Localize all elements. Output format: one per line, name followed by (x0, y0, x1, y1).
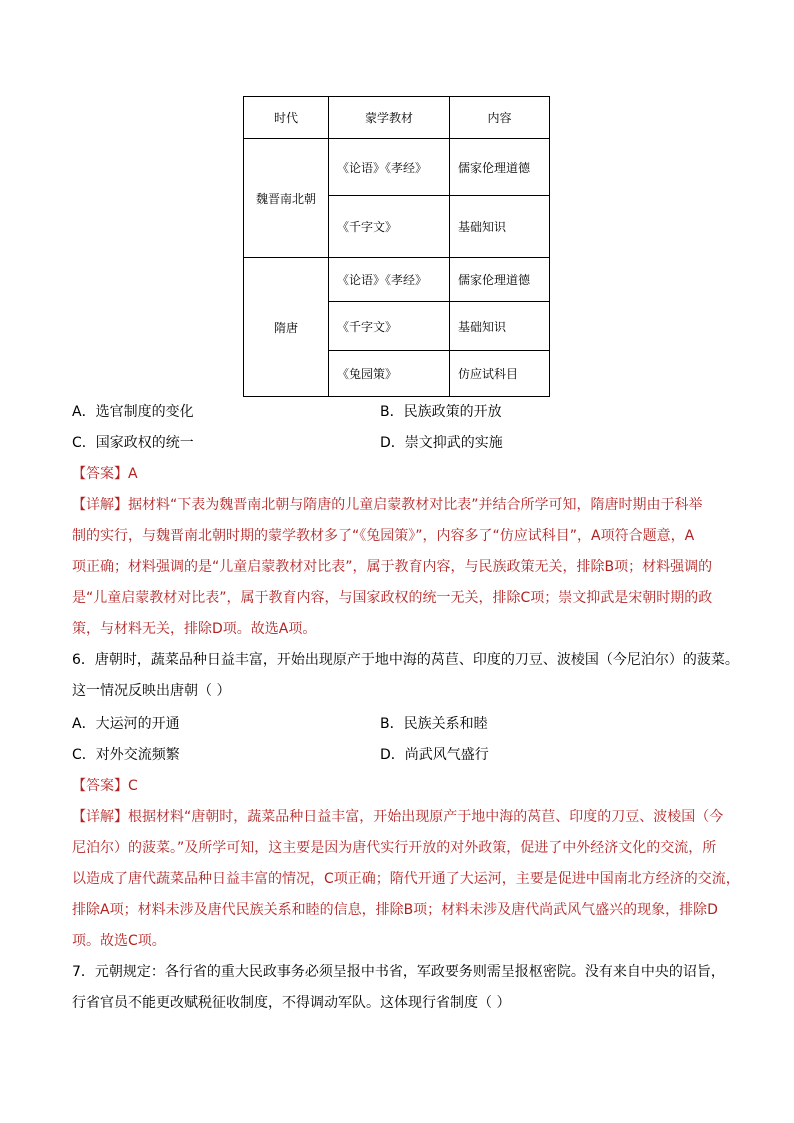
q6-detail-line (72, 807, 723, 827)
detail-text: 据材料“下表为魏晋南北朝与隋唐的儿童启蒙教材对比表”并结合所学可知，隋唐时期由于科举 (128, 497, 703, 513)
era-cell: 隋唐 (244, 258, 329, 397)
q6-detail-line: 以造成了唐代蔬菜品种日益丰富的情况，C项正确；隋代开通了大运河，主要是促进中国南北方经济的交流， (72, 871, 740, 887)
q6-option-b: B．民族关系和睦 (380, 716, 488, 732)
header-material: 蒙学教材 (329, 97, 450, 139)
content-cell: 仿应试科目 (450, 351, 550, 397)
q5-detail-line: 是“儿童启蒙教材对比表”，属于教育内容，与国家政权的统一无关，排除C项；崇文抑武是宋朝时期的政 (72, 590, 713, 606)
content-cell: 儒家伦理道德 (450, 258, 550, 302)
q5-option-c: C．国家政权的统一 (72, 435, 194, 451)
q6-option-c: C．对外交流频繁 (72, 747, 180, 763)
q6-stem: 6．唐朝时，蔬菜品种日益丰富，开始出现原产于地中海的莴苣、印度的刀豆、波棱国（今尼泊尔）的菠菜。 (72, 652, 739, 668)
material-cell: 《千字文》 (329, 302, 450, 351)
table-row (244, 258, 550, 302)
answer-label: 【答案】 (72, 778, 128, 794)
content-cell: 儒家伦理道德 (450, 139, 550, 196)
detail-label: 【详解】 (72, 497, 128, 513)
answer-label: 【答案】 (72, 466, 128, 482)
q5-answer (72, 464, 138, 484)
q5-detail-line: 制的实行，与魏晋南北朝时期的蒙学教材多了“《兔园策》”，内容多了“仿应试科目”，A项符合题意，A (72, 528, 695, 544)
q6-detail-line: 项。故选C项。 (72, 933, 166, 949)
answer-value: C (128, 778, 138, 794)
table-row (244, 139, 550, 196)
table-header-row (244, 97, 550, 139)
material-cell: 《论语》《孝经》 (329, 139, 450, 196)
content-cell: 基础知识 (450, 302, 550, 351)
q5-option-a: A．选官制度的变化 (72, 404, 194, 420)
answer-value: A (128, 466, 138, 482)
q6-detail-line: 尼泊尔）的菠菜。”及所学可知，这主要是因为唐代实行开放的对外政策，促进了中外经济文化的交流，所 (72, 840, 717, 856)
q5-detail-line: 项正确；材料强调的是“儿童启蒙教材对比表”，属于教育内容，与民族政策无关，排除B项；材料强调的 (72, 559, 713, 575)
textbook-comparison-table (243, 96, 550, 397)
material-cell: 《兔园策》 (329, 351, 450, 397)
material-cell: 《千字文》 (329, 196, 450, 258)
q5-option-b: B．民族政策的开放 (380, 404, 502, 420)
q6-option-a: A．大运河的开通 (72, 716, 180, 732)
content-cell: 基础知识 (450, 196, 550, 258)
detail-label: 【详解】 (72, 809, 128, 825)
q6-detail-line: 排除A项；材料未涉及唐代民族关系和睦的信息，排除B项；材料未涉及唐代尚武风气盛兴的现象，排除D (72, 902, 718, 918)
q5-option-d: D．崇文抑武的实施 (380, 435, 503, 451)
q5-detail-line (72, 495, 703, 515)
q6-option-d: D．尚武风气盛行 (380, 747, 489, 763)
detail-text: 根据材料“唐朝时，蔬菜品种日益丰富，开始出现原产于地中海的莴苣、印度的刀豆、波棱国（今 (128, 809, 724, 825)
q6-answer (72, 776, 138, 796)
era-cell: 魏晋南北朝 (244, 139, 329, 258)
header-era: 时代 (244, 97, 329, 139)
q7-stem: 7．元朝规定：各行省的重大民政事务必须呈报中书省，军政要务则需呈报枢密院。没有来自中央的诏旨， (72, 964, 725, 980)
q6-stem: 这一情况反映出唐朝（ ） (72, 683, 231, 699)
q7-stem: 行省官员不能更改赋税征收制度，不得调动军队。这体现行省制度（ ） (72, 995, 511, 1011)
header-content: 内容 (450, 97, 550, 139)
material-cell: 《论语》《孝经》 (329, 258, 450, 302)
q5-detail-line: 策，与材料无关，排除D项。故选A项。 (72, 621, 317, 637)
